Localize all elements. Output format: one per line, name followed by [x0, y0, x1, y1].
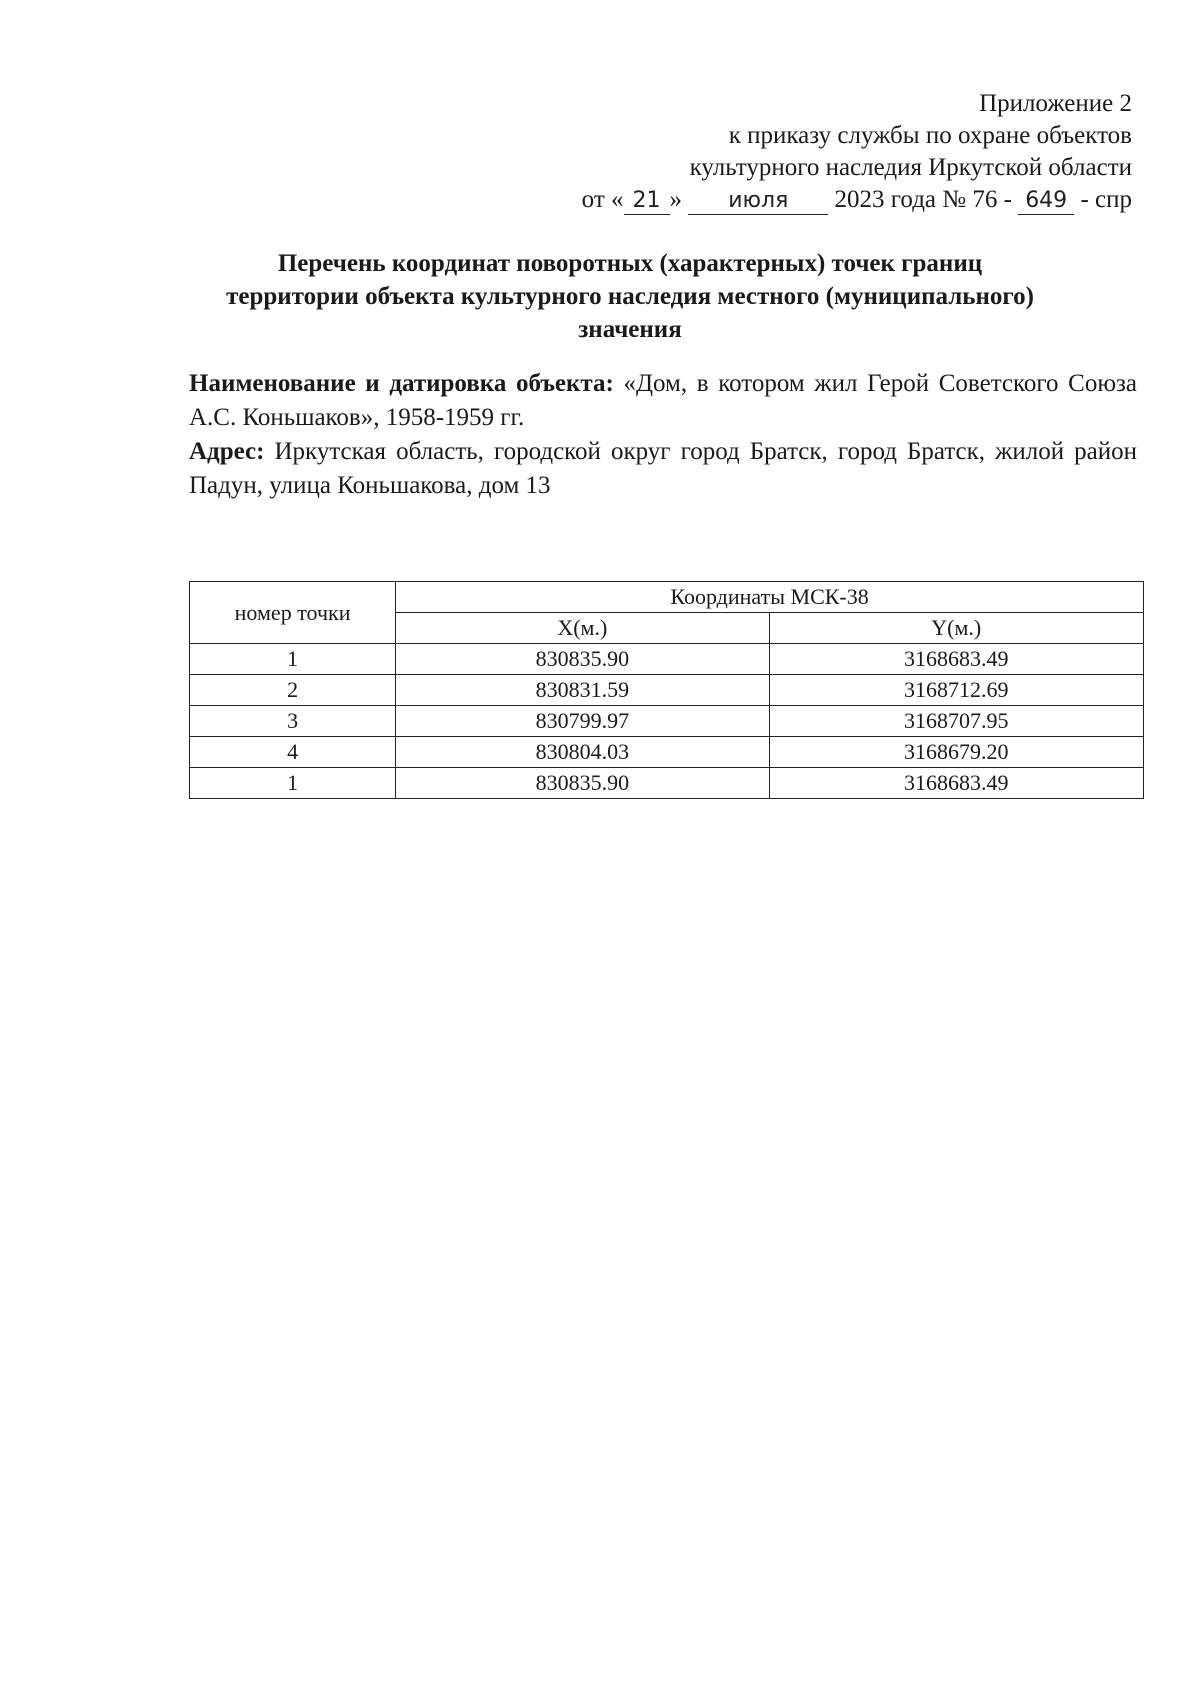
handwritten-day: 21: [624, 188, 670, 215]
coordinates-table: [189, 581, 1144, 799]
doc-suffix: - спр: [1080, 186, 1132, 213]
title-line-3: значения: [578, 316, 682, 343]
table-row: [190, 768, 1144, 799]
header-coordinates-group: Координаты МСК-38: [396, 582, 1144, 613]
handwritten-month: июля: [688, 188, 828, 215]
title-line-2: территории объекта культурного наследия местного (муниципального): [226, 283, 1034, 310]
cell-point: 2: [190, 675, 396, 706]
cell-y: 3168712.69: [769, 675, 1143, 706]
object-name-paragraph: [189, 367, 1137, 435]
cell-y: 3168707.95: [769, 706, 1143, 737]
object-address-value: Иркутская область, городской округ город Братск, город Братск, жилой район Падун, улица Коньшакова, дом 13: [189, 438, 1137, 499]
table-row: [190, 675, 1144, 706]
appendix-date-line: [582, 184, 1132, 216]
date-mid: »: [669, 186, 683, 213]
handwritten-doc-number: 649: [1018, 188, 1074, 215]
cell-x: 830835.90: [396, 768, 769, 799]
appendix-header: [582, 88, 1132, 216]
cell-point: 4: [190, 737, 396, 768]
object-info: [189, 367, 1137, 503]
table-header-row: [190, 582, 1144, 613]
table-row: [190, 737, 1144, 768]
cell-y: 3168679.20: [769, 737, 1143, 768]
header-point-number: номер точки: [190, 582, 396, 644]
appendix-line-1: Приложение 2: [979, 90, 1132, 117]
table-row: [190, 706, 1144, 737]
cell-x: 830804.03: [396, 737, 769, 768]
appendix-line-3: культурного наследия Иркутской области: [689, 154, 1132, 181]
appendix-line-2: к приказу службы по охране объектов: [728, 122, 1132, 149]
cell-y: 3168683.49: [769, 644, 1143, 675]
cell-point: 1: [190, 768, 396, 799]
header-y: Y(м.): [769, 613, 1143, 644]
cell-point: 3: [190, 706, 396, 737]
object-name-value: «Дом, в котором жил Герой Советского Союза А.С. Коньшаков», 1958-1959 гг.: [189, 370, 1137, 431]
cell-x: 830835.90: [396, 644, 769, 675]
date-year-text: 2023 года № 76 -: [834, 186, 1012, 213]
cell-x: 830831.59: [396, 675, 769, 706]
header-x: X(м.): [396, 613, 769, 644]
cell-point: 1: [190, 644, 396, 675]
cell-y: 3168683.49: [769, 768, 1143, 799]
object-address-label: Адрес:: [189, 438, 265, 465]
table-row: [190, 644, 1144, 675]
title-line-1: Перечень координат поворотных (характерных) точек границ: [277, 250, 983, 277]
object-address-paragraph: [189, 435, 1137, 503]
document-title: [150, 247, 1110, 346]
cell-x: 830799.97: [396, 706, 769, 737]
date-prefix: от «: [581, 186, 624, 213]
object-name-label: Наименование и датировка объекта:: [189, 370, 614, 397]
